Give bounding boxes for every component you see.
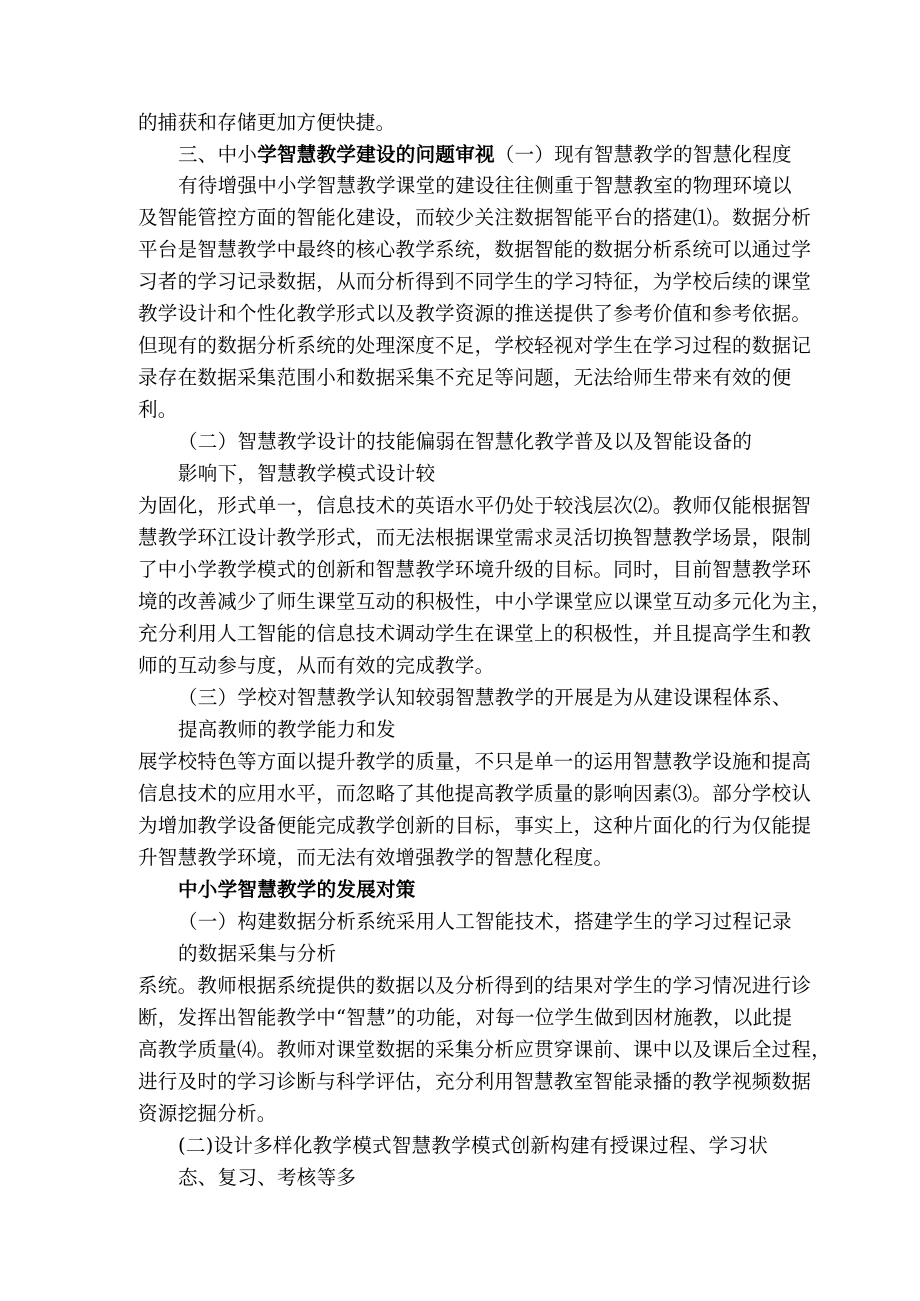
subsection-heading: (二)设计多样化教学模式智慧教学模式创新构建有授课过程、学习状 <box>178 1134 769 1157</box>
subsection-heading-cont: 提高教师的教学能力和发 <box>178 718 396 741</box>
heading-prefix: 三、中小 <box>178 143 258 166</box>
subsection-heading: （一）构建数据分析系统采用人工智能技术，搭建学生的学习过程记录 <box>178 910 792 933</box>
subsection-heading: （二）智慧教学设计的技能偏弱在智慧化教学普及以及智能设备的 <box>178 430 753 453</box>
section-heading-three <box>178 143 792 167</box>
subsection-heading-cont: 的数据采集与分析 <box>178 942 337 965</box>
text-line: 了中小学教学模式的创新和智慧教学环境升级的目标。同时，目前智慧教学环 <box>138 558 812 581</box>
subsection-heading: （三）学校对智慧教学认知较弱智慧教学的开展是为从建设课程体系、 <box>178 686 792 709</box>
text-line: 信息技术的应用水平，而忽略了其他提高教学质量的影响因素⑶。部分学校认 <box>138 782 812 805</box>
text-line: 为固化，形式单一，信息技术的英语水平仍处于较浅层次⑵。教师仅能根据智 <box>138 494 812 517</box>
text-line: 慧教学环江设计教学形式，而无法根据课堂需求灵活切换智慧教学场景，限制 <box>138 526 812 549</box>
text-line: 但现有的数据分析系统的处理深度不足，学校轻视对学生在学习过程的数据记 <box>138 334 812 357</box>
text-line: 断，发挥出智能教学中“智慧”的功能，对每一位学生做到因材施教，以此提 <box>138 1006 793 1029</box>
text-line: 为增加教学设备便能完成教学创新的目标，事实上，这种片面化的行为仅能提 <box>138 814 812 837</box>
text-line: 系统。教师根据系统提供的数据以及分析得到的结果对学生的学习情况进行诊 <box>138 974 812 997</box>
section-heading-four: 中小学智慧教学的发展对策 <box>178 878 416 901</box>
text-line: 高教学质量⑷。教师对课堂数据的采集分析应贯穿课前、课中以及课后全过程， <box>138 1038 832 1061</box>
text-line: 充分利用人工智能的信息技术调动学生在课堂上的积极性，并且提高学生和教 <box>138 622 812 645</box>
text-line: 资源挖掘分析。 <box>138 1102 277 1125</box>
heading-bold: 学智慧教学建设的问题审视 <box>257 143 495 166</box>
text-line: 有待增强中小学智慧教学课堂的建设往往侧重于智慧教室的物理环境以 <box>178 174 792 197</box>
heading-subsection: （一）现有智慧教学的智慧化程度 <box>494 143 792 166</box>
text-line: 习者的学习记录数据，从而分析得到不同学生的学习特征，为学校后续的课堂 <box>138 270 812 293</box>
text-line: 及智能管控方面的智能化建设，而较少关注数据智能平台的搭建⑴。数据分析 <box>138 206 812 229</box>
text-line: 的捕获和存储更加方便快捷。 <box>138 111 396 134</box>
text-line: 平台是智慧教学中最终的核心教学系统，数据智能的数据分析系统可以通过学 <box>138 238 812 261</box>
text-line: 升智慧教学环境，而无法有效增强教学的智慧化程度。 <box>138 846 614 869</box>
text-line: 师的互动参与度，从而有效的完成教学。 <box>138 654 495 677</box>
text-line: 展学校特色等方面以提升教学的质量，不只是单一的运用智慧教学设施和提高 <box>138 750 812 773</box>
text-line: 录存在数据采集范围小和数据采集不充足等问题，无法给师生带来有效的便 <box>138 366 792 389</box>
text-line: 进行及时的学习诊断与科学评估，充分利用智慧教室智能录播的教学视频数据 <box>138 1070 812 1093</box>
subsection-heading-cont: 影响下，智慧教学模式设计较 <box>178 462 436 485</box>
subsection-heading-cont: 态、复习、考核等多 <box>178 1166 357 1189</box>
text-line: 利。 <box>138 398 178 421</box>
text-line: 教学设计和个性化教学形式以及教学资源的推送提供了参考价值和参考依据。 <box>138 302 812 325</box>
text-line: 境的改善减少了师生课堂互动的积极性，中小学课堂应以课堂互动多元化为主， <box>138 590 832 613</box>
